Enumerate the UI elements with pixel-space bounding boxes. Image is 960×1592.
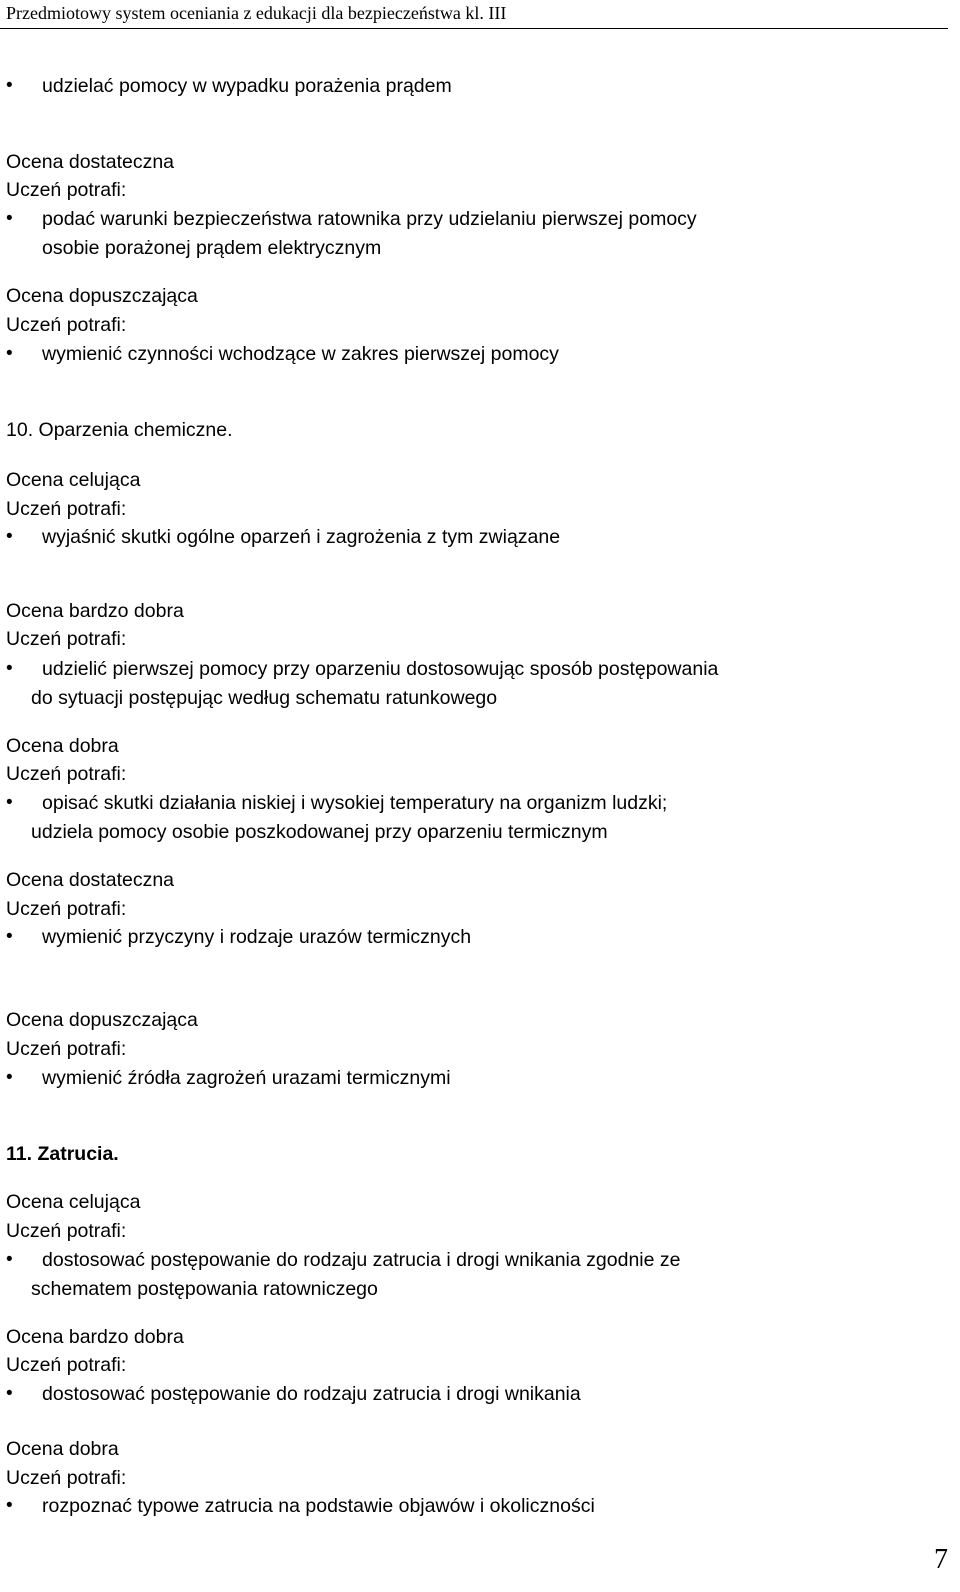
student-can-label: Uczeń potrafi: bbox=[6, 628, 127, 650]
grade-heading: Ocena dopuszczająca bbox=[6, 285, 198, 307]
list-item: udzielić pierwszej pomocy przy oparzeniu dostosowując sposób postępowania bbox=[42, 658, 719, 680]
grade-heading: Ocena bardzo dobra bbox=[6, 600, 184, 622]
student-can-label: Uczeń potrafi: bbox=[6, 1467, 127, 1489]
list-item: wymienić czynności wchodzące w zakres pierwszej pomocy bbox=[42, 343, 559, 365]
bullet-icon: • bbox=[6, 1067, 13, 1088]
bullet-icon: • bbox=[6, 343, 13, 364]
bullet-icon: • bbox=[6, 208, 13, 229]
grade-heading: Ocena dostateczna bbox=[6, 151, 175, 173]
bullet-icon: • bbox=[6, 1383, 13, 1404]
grade-heading: Ocena celująca bbox=[6, 469, 141, 491]
student-can-label: Uczeń potrafi: bbox=[6, 314, 127, 336]
bullet-icon: • bbox=[6, 658, 13, 679]
bullet-icon: • bbox=[6, 1495, 13, 1516]
list-item-continuation: schematem postępowania ratowniczego bbox=[31, 1278, 378, 1300]
bullet-icon: • bbox=[6, 75, 13, 96]
list-item: wyjaśnić skutki ogólne oparzeń i zagrożenia z tym związane bbox=[42, 526, 561, 548]
bullet-icon: • bbox=[6, 1249, 13, 1270]
grade-heading: Ocena dobra bbox=[6, 735, 119, 757]
grade-heading: Ocena dopuszczająca bbox=[6, 1009, 198, 1031]
list-item: udzielać pomocy w wypadku porażenia prądem bbox=[42, 75, 452, 97]
list-item: wymienić przyczyny i rodzaje urazów termicznych bbox=[42, 926, 472, 948]
student-can-label: Uczeń potrafi: bbox=[6, 498, 127, 520]
bullet-icon: • bbox=[6, 926, 13, 947]
grade-heading: Ocena dobra bbox=[6, 1438, 119, 1460]
student-can-label: Uczeń potrafi: bbox=[6, 1038, 127, 1060]
list-item-continuation: osobie porażonej prądem elektrycznym bbox=[42, 237, 382, 259]
bullet-icon: • bbox=[6, 792, 13, 813]
list-item: opisać skutki działania niskiej i wysokiej temperatury na organizm ludzki; bbox=[42, 792, 668, 814]
student-can-label: Uczeń potrafi: bbox=[6, 898, 127, 920]
header-divider bbox=[0, 28, 948, 29]
student-can-label: Uczeń potrafi: bbox=[6, 763, 127, 785]
student-can-label: Uczeń potrafi: bbox=[6, 1354, 127, 1376]
section-title: 10. Oparzenia chemiczne. bbox=[6, 419, 233, 441]
list-item-continuation: do sytuacji postępując według schematu ratunkowego bbox=[31, 687, 498, 709]
list-item: rozpoznać typowe zatrucia na podstawie objawów i okoliczności bbox=[42, 1495, 595, 1517]
student-can-label: Uczeń potrafi: bbox=[6, 179, 127, 201]
list-item-continuation: udziela pomocy osobie poszkodowanej przy oparzeniu termicznym bbox=[31, 821, 608, 843]
page-number: 7 bbox=[934, 1544, 948, 1575]
list-item: dostosować postępowanie do rodzaju zatrucia i drogi wnikania zgodnie ze bbox=[42, 1249, 681, 1271]
student-can-label: Uczeń potrafi: bbox=[6, 1220, 127, 1242]
grade-heading: Ocena celująca bbox=[6, 1191, 141, 1213]
list-item: wymienić źródła zagrożeń urazami termicznymi bbox=[42, 1067, 451, 1089]
page-header-title: Przedmiotowy system oceniania z edukacji dla bezpieczeństwa kl. III bbox=[6, 3, 507, 23]
bullet-icon: • bbox=[6, 526, 13, 547]
list-item: dostosować postępowanie do rodzaju zatrucia i drogi wnikania bbox=[42, 1383, 581, 1405]
list-item: podać warunki bezpieczeństwa ratownika przy udzielaniu pierwszej pomocy bbox=[42, 208, 697, 230]
grade-heading: Ocena bardzo dobra bbox=[6, 1326, 184, 1348]
grade-heading: Ocena dostateczna bbox=[6, 869, 175, 891]
section-title: 11. Zatrucia. bbox=[6, 1143, 119, 1165]
